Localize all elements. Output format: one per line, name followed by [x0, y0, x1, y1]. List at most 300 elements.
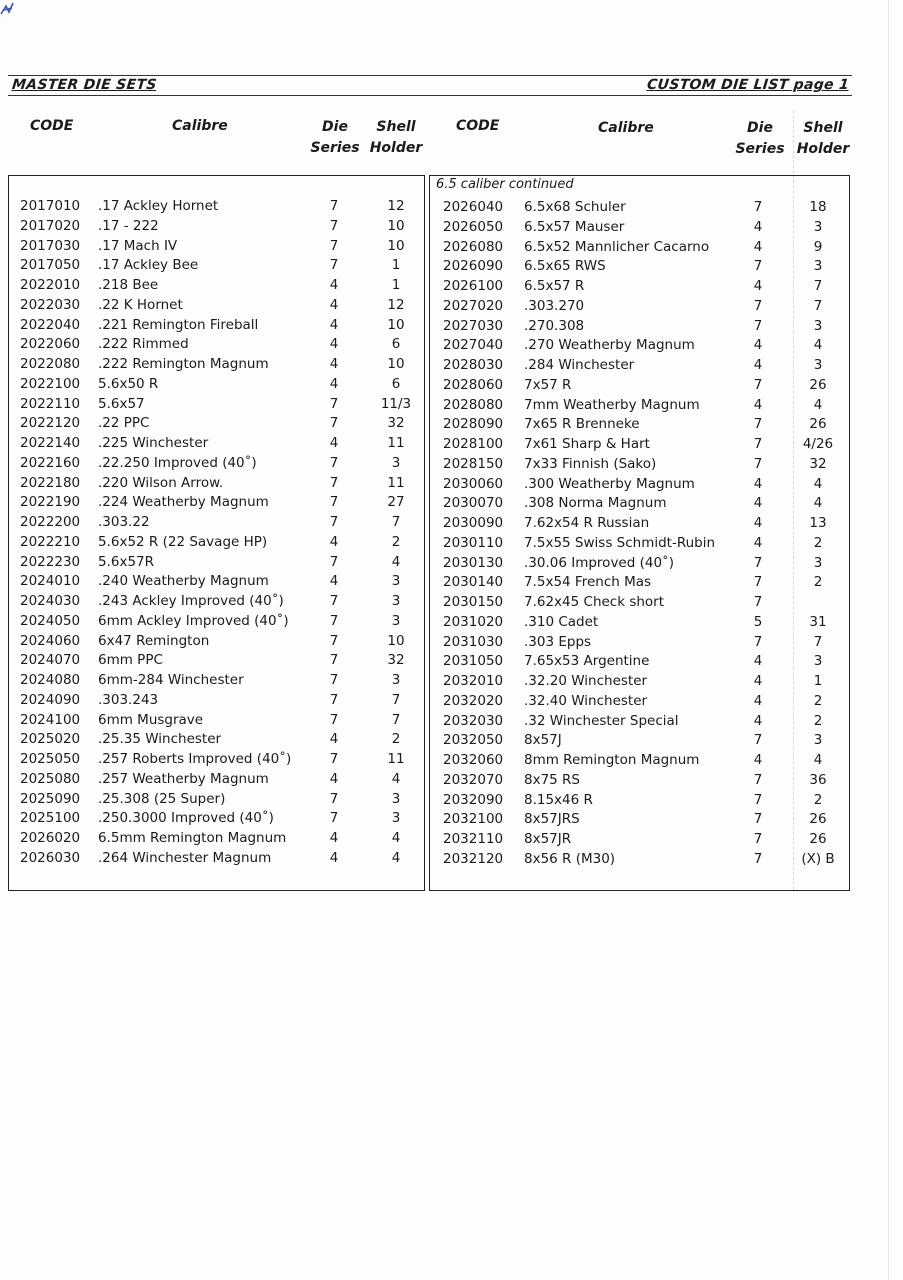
- cell-code: 2026050: [443, 218, 504, 235]
- cell-code: 2017050: [20, 257, 81, 274]
- cell-code: 2032100: [443, 811, 504, 828]
- cell-calibre: .17 Ackley Bee: [98, 257, 199, 274]
- cell-die-series: 7: [753, 416, 763, 433]
- left-table: [8, 175, 425, 891]
- cell-code: 2032030: [443, 712, 504, 729]
- table-row: [430, 691, 849, 711]
- cell-die-series: 7: [329, 593, 339, 609]
- cell-shell-holder: 32: [809, 455, 827, 472]
- cell-calibre: .303.22: [98, 514, 150, 530]
- cell-code: 2022230: [20, 553, 81, 570]
- table-row: [430, 651, 849, 671]
- cell-die-series: 7: [329, 810, 339, 827]
- cell-die-series: 7: [753, 436, 763, 452]
- table-row: [430, 612, 849, 632]
- cell-calibre: .220 Wilson Arrow.: [98, 474, 224, 491]
- cell-shell-holder: 3: [391, 573, 401, 590]
- cell-shell-holder: 12: [387, 296, 405, 313]
- cell-calibre: .257 Weatherby Magnum: [98, 770, 269, 787]
- cell-shell-holder: 2: [813, 574, 823, 591]
- table-row: [430, 296, 849, 316]
- table-row: [430, 395, 849, 415]
- cell-calibre: .270.308: [524, 317, 585, 334]
- table-row: [430, 553, 849, 573]
- cell-shell-holder: 4: [813, 475, 823, 492]
- cell-code: 2030060: [443, 475, 504, 492]
- cell-code: 2030070: [443, 495, 504, 512]
- left-section-title: MASTER DIE SETS: [11, 77, 158, 93]
- table-row: [9, 492, 424, 512]
- cell-code: 2025090: [20, 790, 81, 807]
- cell-shell-holder: 3: [813, 732, 823, 749]
- cell-die-series: 4: [329, 316, 339, 333]
- table-row: [9, 413, 424, 433]
- cell-die-series: 4: [753, 396, 763, 413]
- cell-calibre: 7.5x54 French Mas: [524, 574, 652, 591]
- cell-calibre: 6mm Ackley Improved (40˚): [98, 612, 289, 629]
- cell-die-series: 4: [753, 673, 763, 689]
- cell-die-series: 7: [329, 672, 339, 688]
- cell-die-series: 4: [753, 712, 763, 729]
- cell-die-series: 7: [753, 317, 763, 334]
- cell-shell-holder: 7: [813, 297, 823, 314]
- cell-calibre: 7x33 Finnish (Sako): [524, 455, 657, 472]
- cell-code: 2032070: [443, 771, 504, 788]
- cell-calibre: 5.6x57R: [98, 553, 155, 570]
- cell-die-series: 7: [329, 217, 339, 234]
- cell-shell-holder: 2: [813, 712, 823, 729]
- cell-die-series: 7: [753, 455, 763, 472]
- cell-die-series: 4: [753, 752, 763, 768]
- table-row: [430, 671, 849, 691]
- cell-die-series: 7: [753, 850, 763, 867]
- left-header-die-series: [307, 117, 363, 159]
- cell-shell-holder: 3: [813, 218, 823, 235]
- cell-calibre: 6.5mm Remington Magnum: [98, 830, 287, 846]
- right-header-shell-holder: [795, 118, 851, 160]
- cell-code: 2027040: [443, 337, 504, 354]
- cell-code: 2028100: [443, 436, 504, 452]
- cell-die-series: 7: [753, 633, 763, 650]
- cell-calibre: 5.6x57: [98, 395, 145, 412]
- cell-shell-holder: 3: [813, 317, 823, 334]
- right-header-code: CODE: [456, 118, 500, 134]
- table-row: [9, 552, 424, 572]
- cell-die-series: 7: [753, 297, 763, 314]
- cell-code: 2022030: [20, 296, 81, 313]
- cell-calibre: .25.35 Winchester: [98, 731, 222, 748]
- table-row: [9, 433, 424, 453]
- cell-die-series: 7: [753, 258, 763, 275]
- cell-calibre: 7.5x55 Swiss Schmidt-Rubin: [524, 534, 716, 551]
- table-row: [430, 256, 849, 276]
- cell-die-series: 7: [753, 376, 763, 393]
- table-row: [9, 670, 424, 690]
- cell-shell-holder: 36: [809, 771, 827, 788]
- cell-shell-holder: 3: [813, 357, 823, 373]
- cell-code: 2025020: [20, 731, 81, 748]
- table-row: [430, 276, 849, 296]
- pen-mark-icon: [0, 0, 22, 16]
- cell-shell-holder: 26: [809, 376, 827, 393]
- cell-code: 2031030: [443, 633, 504, 650]
- cell-calibre: .270 Weatherby Magnum: [524, 337, 695, 354]
- cell-code: 2022120: [20, 415, 81, 432]
- cell-die-series: 4: [329, 830, 339, 846]
- cell-code: 2022080: [20, 356, 81, 372]
- cell-shell-holder: 3: [813, 554, 823, 571]
- cell-calibre: 5.6x50 R: [98, 375, 159, 392]
- table-row: [9, 532, 424, 552]
- cell-code: 2027020: [443, 297, 504, 314]
- cell-shell-holder: 26: [809, 831, 827, 847]
- cell-die-series: 7: [329, 691, 339, 708]
- cell-shell-holder: 4: [391, 770, 401, 787]
- cell-code: 2017010: [20, 198, 81, 214]
- cell-code: 2022200: [20, 514, 81, 530]
- cell-code: 2025050: [20, 751, 81, 767]
- cell-shell-holder: 27: [387, 494, 405, 511]
- cell-shell-holder: 10: [387, 356, 405, 372]
- cell-die-series: 7: [329, 790, 339, 807]
- left-header-holder: Holder: [369, 140, 423, 156]
- cell-calibre: 6mm-284 Winchester: [98, 672, 244, 688]
- cell-shell-holder: 11: [387, 474, 405, 491]
- cell-code: 2027030: [443, 317, 504, 334]
- cell-calibre: .32.40 Winchester: [524, 692, 648, 709]
- table-row: [9, 729, 424, 749]
- cell-die-series: 4: [753, 653, 763, 670]
- cell-die-series: 7: [329, 257, 339, 274]
- cell-die-series: 7: [329, 632, 339, 649]
- table-row: [430, 750, 849, 770]
- cell-shell-holder: 10: [387, 237, 405, 254]
- cell-shell-holder: 2: [813, 534, 823, 551]
- cell-die-series: 7: [329, 454, 339, 471]
- table-row: [430, 217, 849, 237]
- cell-code: 2028150: [443, 455, 504, 472]
- cell-shell-holder: 32: [387, 415, 405, 432]
- cell-calibre: .17 Ackley Hornet: [98, 198, 219, 214]
- table-row: [9, 334, 424, 354]
- cell-code: 2022110: [20, 395, 81, 412]
- cell-calibre: 6x47 Remington: [98, 632, 210, 649]
- table-row: [430, 592, 849, 612]
- cell-code: 2024100: [20, 711, 81, 728]
- cell-shell-holder: 3: [391, 612, 401, 629]
- table-row: [430, 572, 849, 592]
- cell-code: 2030140: [443, 574, 504, 591]
- cell-shell-holder: 11: [387, 751, 405, 767]
- cell-calibre: .240 Weatherby Magnum: [98, 573, 269, 590]
- cell-shell-holder: 10: [387, 632, 405, 649]
- cell-die-series: 4: [753, 692, 763, 709]
- cell-calibre: 7.62x54 R Russian: [524, 515, 650, 531]
- cell-code: 2032110: [443, 831, 504, 847]
- left-header-shell: Shell: [376, 119, 416, 135]
- cell-die-series: 7: [753, 199, 763, 215]
- cell-calibre: .225 Winchester: [98, 435, 209, 451]
- left-header-code: CODE: [30, 118, 74, 134]
- cell-shell-holder: 7: [391, 691, 401, 708]
- cell-die-series: 7: [753, 554, 763, 571]
- cell-code: 2022040: [20, 316, 81, 333]
- cell-shell-holder: 4: [813, 396, 823, 413]
- table-row: [9, 473, 424, 493]
- table-row: [430, 375, 849, 395]
- cell-shell-holder: 2: [813, 692, 823, 709]
- cell-code: 2024060: [20, 632, 81, 649]
- cell-calibre: 7x65 R Brenneke: [524, 416, 640, 433]
- page-edge: [888, 0, 889, 1280]
- section-note: 6.5 caliber continued: [436, 177, 574, 192]
- cell-die-series: 4: [329, 849, 339, 866]
- cell-calibre: .284 Winchester: [524, 357, 635, 373]
- cell-code: 2030090: [443, 515, 504, 531]
- cell-shell-holder: 26: [809, 811, 827, 828]
- cell-code: 2032020: [443, 692, 504, 709]
- cell-die-series: 7: [329, 415, 339, 432]
- cell-code: 2024080: [20, 672, 81, 688]
- cell-calibre: 8x57JRS: [524, 811, 580, 828]
- cell-shell-holder: 3: [391, 672, 401, 688]
- cell-shell-holder: 9: [813, 238, 823, 255]
- cell-calibre: 8mm Remington Magnum: [524, 752, 700, 768]
- cell-shell-holder: 2: [391, 731, 401, 748]
- cell-calibre: 5.6x52 R (22 Savage HP): [98, 533, 268, 550]
- cell-calibre: .32.20 Winchester: [524, 673, 648, 689]
- cell-calibre: 6mm PPC: [98, 652, 163, 669]
- cell-code: 2028090: [443, 416, 504, 433]
- table-row: [9, 650, 424, 670]
- cell-calibre: 8x57JR: [524, 831, 572, 847]
- cell-calibre: .303 Epps: [524, 633, 592, 650]
- cell-code: 2030130: [443, 554, 504, 571]
- cell-code: 2032010: [443, 673, 504, 689]
- cell-die-series: 4: [753, 337, 763, 354]
- cell-calibre: .310 Cadet: [524, 613, 599, 630]
- table-row: [430, 414, 849, 434]
- table-row: [9, 769, 424, 789]
- cell-calibre: 8x57J: [524, 732, 562, 749]
- table-row: [430, 730, 849, 750]
- cell-calibre: 6.5x52 Mannlicher Cacarno: [524, 238, 710, 255]
- cell-calibre: 6.5x57 R: [524, 278, 585, 294]
- cell-die-series: 7: [329, 474, 339, 491]
- cell-die-series: 7: [329, 711, 339, 728]
- cell-die-series: 7: [329, 612, 339, 629]
- cell-code: 2026080: [443, 238, 504, 255]
- cell-calibre: 7.65x53 Argentine: [524, 653, 650, 670]
- cell-die-series: 4: [753, 534, 763, 551]
- right-header-die-series: [732, 118, 788, 160]
- table-row: [9, 789, 424, 809]
- cell-code: 2022060: [20, 336, 81, 353]
- cell-calibre: .218 Bee: [98, 277, 159, 293]
- cell-calibre: .32 Winchester Special: [524, 712, 679, 729]
- cell-calibre: .17 - 222: [98, 217, 159, 234]
- cell-shell-holder: 2: [391, 533, 401, 550]
- table-row: [9, 710, 424, 730]
- cell-die-series: 5: [753, 613, 763, 630]
- cell-code: 2017020: [20, 217, 81, 234]
- cell-code: 2022010: [20, 277, 81, 293]
- cell-code: 2031050: [443, 653, 504, 670]
- cell-shell-holder: 18: [809, 199, 827, 215]
- cell-code: 2022140: [20, 435, 81, 451]
- cell-die-series: 7: [753, 791, 763, 808]
- cell-code: 2026030: [20, 849, 81, 866]
- cell-code: 2030110: [443, 534, 504, 551]
- cell-calibre: 8x75 RS: [524, 771, 580, 788]
- table-row: [9, 690, 424, 710]
- table-row: [430, 474, 849, 494]
- cell-calibre: .264 Winchester Magnum: [98, 849, 272, 866]
- cell-die-series: 7: [329, 395, 339, 412]
- cell-calibre: .25.308 (25 Super): [98, 790, 226, 807]
- cell-shell-holder: 3: [391, 593, 401, 609]
- cell-die-series: 4: [753, 515, 763, 531]
- cell-die-series: 4: [329, 336, 339, 353]
- table-row: [9, 453, 424, 473]
- left-header-die: Die: [322, 119, 348, 135]
- table-row: [9, 354, 424, 374]
- cell-calibre: 6.5x57 Mauser: [524, 218, 625, 235]
- cell-code: 2025100: [20, 810, 81, 827]
- cell-calibre: .22 K Hornet: [98, 296, 183, 313]
- cell-calibre: .250.3000 Improved (40˚): [98, 810, 274, 827]
- cell-die-series: 7: [753, 594, 763, 610]
- table-row: [9, 275, 424, 295]
- cell-die-series: 7: [753, 811, 763, 828]
- cell-die-series: 4: [329, 533, 339, 550]
- cell-shell-holder: 6: [391, 375, 401, 392]
- right-table: [429, 175, 850, 891]
- left-header-calibre: Calibre: [172, 118, 228, 134]
- cell-calibre: .308 Norma Magnum: [524, 495, 667, 512]
- cell-calibre: .300 Weatherby Magnum: [524, 475, 695, 492]
- table-row: [430, 493, 849, 513]
- cell-shell-holder: 11: [387, 435, 405, 451]
- table-row: [430, 770, 849, 790]
- right-header-die: Die: [747, 120, 773, 136]
- cell-die-series: 7: [329, 494, 339, 511]
- cell-die-series: 7: [329, 237, 339, 254]
- right-header-series: Series: [735, 141, 785, 157]
- cell-die-series: 4: [329, 296, 339, 313]
- cell-shell-holder: 7: [813, 278, 823, 294]
- cell-shell-holder: (X) B: [801, 850, 835, 867]
- cell-die-series: 7: [753, 574, 763, 591]
- table-row: [430, 237, 849, 257]
- cell-die-series: 7: [329, 652, 339, 669]
- cell-calibre: 7.62x45 Check short: [524, 594, 665, 610]
- table-row: [430, 335, 849, 355]
- table-row: [430, 632, 849, 652]
- left-header-series: Series: [310, 140, 360, 156]
- cell-shell-holder: 3: [813, 653, 823, 670]
- cell-calibre: .221 Remington Fireball: [98, 316, 259, 333]
- header-rule: [8, 95, 852, 96]
- cell-calibre: .17 Mach IV: [98, 237, 178, 254]
- cell-shell-holder: 4: [813, 495, 823, 512]
- cell-code: 2032120: [443, 850, 504, 867]
- cell-code: 2032050: [443, 732, 504, 749]
- cell-die-series: 7: [329, 751, 339, 767]
- cell-code: 2031020: [443, 613, 504, 630]
- table-row: [9, 374, 424, 394]
- cell-code: 2022100: [20, 375, 81, 392]
- cell-calibre: .243 Ackley Improved (40˚): [98, 593, 284, 609]
- cell-die-series: 4: [329, 573, 339, 590]
- cell-die-series: 4: [329, 375, 339, 392]
- table-row: [9, 749, 424, 769]
- cell-code: 2022210: [20, 533, 81, 550]
- cell-code: 2022180: [20, 474, 81, 491]
- table-row: [430, 711, 849, 731]
- cell-shell-holder: 1: [391, 277, 401, 293]
- cell-calibre: .224 Weatherby Magnum: [98, 494, 269, 511]
- table-row: [9, 591, 424, 611]
- table-row: [430, 513, 849, 533]
- cell-code: 2022160: [20, 454, 81, 471]
- cell-calibre: 7x57 R: [524, 376, 572, 393]
- cell-die-series: 4: [329, 356, 339, 372]
- cell-shell-holder: 4: [813, 752, 823, 768]
- cell-die-series: 4: [329, 277, 339, 293]
- cell-code: 2032090: [443, 791, 504, 808]
- table-row: [430, 829, 849, 849]
- cell-die-series: 7: [753, 771, 763, 788]
- cell-die-series: 7: [753, 831, 763, 847]
- top-rule: [8, 75, 852, 76]
- cell-calibre: .30.06 Improved (40˚): [524, 554, 675, 571]
- table-row: [9, 631, 424, 651]
- cell-die-series: 4: [329, 731, 339, 748]
- cell-shell-holder: 4: [391, 830, 401, 846]
- cell-die-series: 7: [329, 553, 339, 570]
- cell-die-series: 4: [329, 770, 339, 787]
- cell-code: 2024090: [20, 691, 81, 708]
- cell-calibre: .303.270: [524, 297, 585, 314]
- cell-calibre: 6mm Musgrave: [98, 711, 204, 728]
- cell-code: 2030150: [443, 594, 504, 610]
- table-row: [430, 790, 849, 810]
- table-row: [9, 315, 424, 335]
- cell-shell-holder: 11/3: [380, 395, 412, 412]
- cell-calibre: .22 PPC: [98, 415, 150, 432]
- cell-code: 2024030: [20, 593, 81, 609]
- cell-code: 2028080: [443, 396, 504, 413]
- right-header-holder: Holder: [796, 141, 850, 157]
- table-row: [9, 808, 424, 828]
- table-row: [9, 196, 424, 216]
- cell-calibre: 8.15x46 R: [524, 791, 593, 808]
- table-row: [9, 571, 424, 591]
- cell-calibre: 8x56 R (M30): [524, 850, 616, 867]
- table-row: [430, 849, 849, 869]
- cell-shell-holder: 32: [387, 652, 405, 669]
- cell-code: 2024010: [20, 573, 81, 590]
- table-row: [9, 611, 424, 631]
- cell-calibre: 6.5x65 RWS: [524, 258, 606, 275]
- cell-code: 2028030: [443, 357, 504, 373]
- cell-code: 2032060: [443, 752, 504, 768]
- table-row: [430, 316, 849, 336]
- cell-die-series: 7: [329, 514, 339, 530]
- cell-die-series: 4: [753, 475, 763, 492]
- cell-calibre: 7x61 Sharp & Hart: [524, 436, 650, 452]
